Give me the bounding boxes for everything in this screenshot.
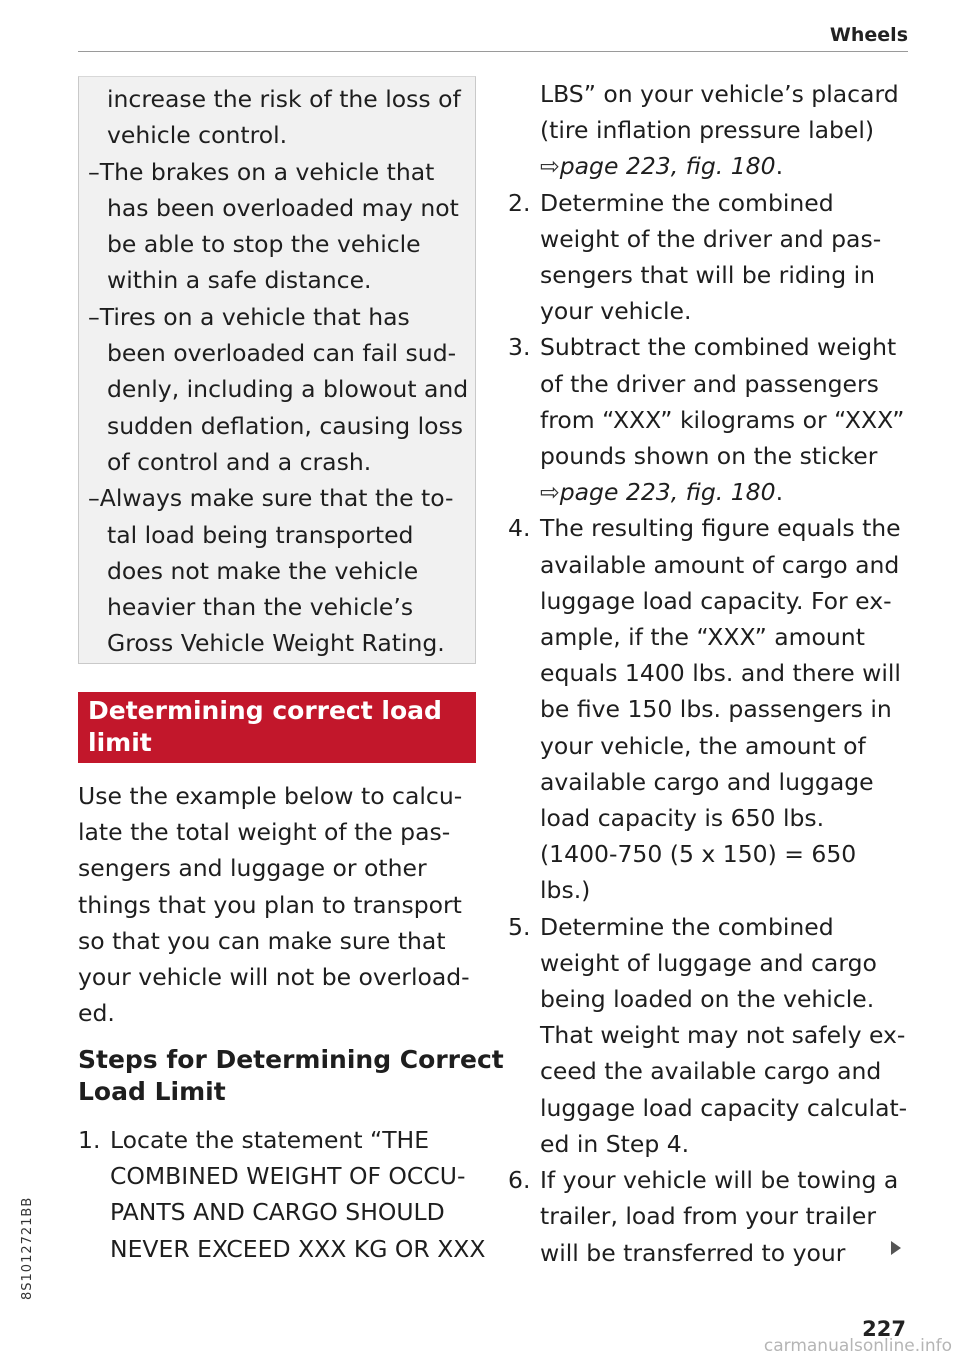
watermark: carmanualsonline.info [763, 1336, 952, 1356]
step-line: of the driver and passengers [540, 369, 879, 398]
section-heading [78, 692, 476, 763]
document-code: 8S1012721BB [20, 1196, 35, 1300]
step-line: will be transferred to your [540, 1238, 846, 1267]
step-number: 3. [508, 333, 531, 362]
warning-line: of control and a crash. [107, 447, 372, 476]
step-line: sengers that will be riding in [540, 261, 876, 290]
list-item-step-2 [508, 185, 908, 330]
reference-text[interactable]: page 223, fig. 180 [559, 152, 776, 181]
step-number: 5. [508, 912, 531, 941]
intro-paragraph [78, 778, 478, 1031]
list-item-step-5 [508, 909, 908, 1162]
step-line: COMBINED WEIGHT OF OCCU- [110, 1162, 466, 1191]
warning-text [88, 81, 477, 662]
warning-bullet-line: –Always make sure that the to- [88, 484, 454, 513]
step-line: If your vehicle will be towing a [540, 1166, 899, 1195]
step-line: Determine the combined [540, 188, 834, 217]
warning-bullet-line: –The brakes on a vehicle that [88, 157, 435, 186]
warning-line: sudden deflation, causing loss [107, 411, 463, 440]
step-line: ceed the available cargo and [540, 1057, 882, 1086]
list-item-step-3 [508, 329, 908, 510]
step-line: from “XXX” kilograms or “XXX” [540, 405, 905, 434]
paragraph-line: sengers and luggage or other [78, 854, 427, 883]
paragraph-line: late the total weight of the pas- [78, 818, 451, 847]
step-line: (1400-750 (5 x 150) = 650 [540, 840, 857, 869]
paragraph-line: ed. [78, 999, 115, 1028]
warning-line: increase the risk of the loss of [107, 85, 461, 113]
warning-line: vehicle control. [107, 121, 288, 150]
step-line: The resulting figure equals the [540, 514, 901, 543]
step-line: ample, if the “XXX” amount [540, 623, 865, 652]
step-number: 6. [508, 1166, 531, 1195]
step-line: Subtract the combined weight [540, 333, 897, 362]
warning-line: within a safe distance. [107, 266, 372, 295]
steps-list-left [78, 1122, 486, 1267]
step-number: 2. [508, 188, 531, 217]
step-line: trailer, load from your trailer [540, 1202, 877, 1231]
section-heading-line: limit [88, 728, 152, 757]
step-number: 4. [508, 514, 531, 543]
step-line: pounds shown on the sticker [540, 442, 878, 471]
page-reference[interactable] [540, 148, 908, 184]
warning-box [78, 76, 476, 664]
warning-line: Gross Vehicle Weight Rating. [107, 629, 445, 658]
step-line: Determine the combined [540, 912, 834, 941]
warning-bullet-line: –Tires on a vehicle that has [88, 302, 410, 331]
paragraph-line: Use the example below to calcu- [78, 782, 463, 810]
step-line: LBS” on your vehicle’s placard [540, 80, 899, 108]
step-line: your vehicle. [540, 297, 692, 326]
step-line: weight of the driver and pas- [540, 224, 882, 253]
step-line: Locate the statement “THE [110, 1126, 430, 1154]
step-line: be five 150 lbs. passengers in [540, 695, 892, 724]
warning-line: tal load being transported [107, 520, 414, 549]
step-line: luggage load capacity calculat- [540, 1093, 908, 1122]
reference-suffix: . [775, 478, 784, 507]
warning-line: been overloaded can fail sud- [107, 339, 457, 368]
warning-line: does not make the vehicle [107, 556, 419, 585]
step-line: luggage load capacity. For ex- [540, 586, 892, 615]
paragraph-line: so that you can make sure that [78, 926, 446, 955]
step-line: ed in Step 4. [540, 1129, 690, 1158]
step-number: 1. [78, 1126, 101, 1154]
reference-arrow-icon: ⇨ [540, 478, 560, 507]
step-line: weight of luggage and cargo [540, 948, 877, 977]
step-line: your vehicle, the amount of [540, 731, 866, 760]
warning-line: be able to stop the vehicle [107, 230, 421, 259]
subheading-line: Steps for Determining Correct [78, 1045, 504, 1074]
page-number: 227 [862, 1317, 906, 1341]
step-line: (tire inflation pressure label) [540, 116, 875, 145]
step-line: NEVER EXCEED XXX KG OR XXX [110, 1234, 486, 1263]
reference-arrow-icon: ⇨ [540, 152, 560, 181]
warning-line: has been overloaded may not [107, 193, 459, 222]
warning-line: denly, including a blowout and [107, 375, 469, 404]
header-divider [78, 51, 908, 52]
subheading-line: Load Limit [78, 1077, 226, 1106]
reference-text[interactable]: page 223, fig. 180 [559, 478, 776, 507]
list-item-step-4 [508, 510, 908, 908]
step-line: available cargo and luggage [540, 767, 874, 796]
step-line: lbs.) [540, 876, 591, 905]
page-reference[interactable] [540, 474, 908, 510]
steps-subheading [78, 1044, 504, 1108]
paragraph-line: your vehicle will not be overload- [78, 963, 470, 992]
running-header-title: Wheels [829, 24, 908, 46]
paragraph-line: things that you plan to transport [78, 890, 462, 919]
step-line: being loaded on the vehicle. [540, 985, 875, 1014]
step-line: load capacity is 650 lbs. [540, 804, 825, 833]
continue-arrow-icon [891, 1241, 901, 1255]
list-item-step-6 [508, 1162, 908, 1271]
step-line: available amount of cargo and [540, 550, 900, 579]
step-line: That weight may not safely ex- [540, 1021, 906, 1050]
step-line: PANTS AND CARGO SHOULD [110, 1198, 445, 1227]
section-heading-line: Determining correct load [88, 696, 442, 725]
warning-line: heavier than the vehicle’s [107, 593, 414, 622]
reference-suffix: . [775, 152, 784, 181]
steps-list-right [508, 76, 908, 1271]
list-item-step-1 [78, 1122, 486, 1267]
list-item-step-1-continued [508, 76, 908, 185]
step-line: equals 1400 lbs. and there will [540, 659, 901, 688]
